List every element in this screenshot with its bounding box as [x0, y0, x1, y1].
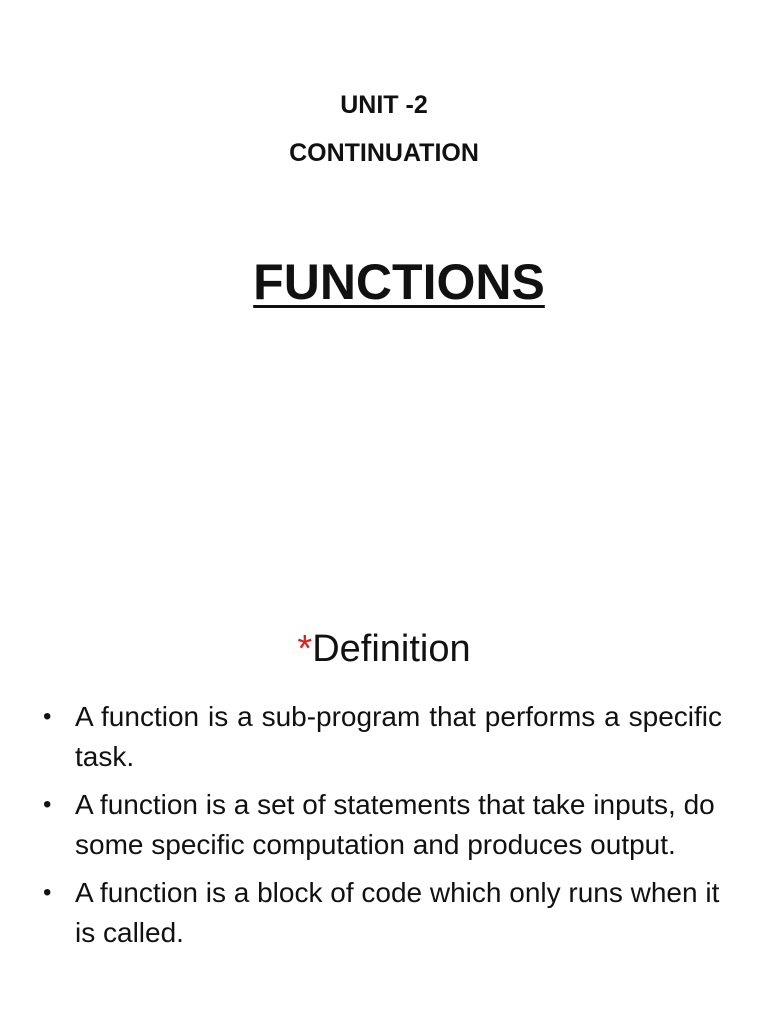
unit-title: UNIT -2: [340, 91, 428, 119]
definition-list: [40, 697, 722, 961]
list-item: [40, 785, 722, 865]
list-item: [40, 697, 722, 777]
list-item-text: A function is a block of code which only runs when it is called.: [75, 877, 720, 948]
definition-heading: [0, 626, 768, 672]
asterisk-marker: *: [297, 628, 313, 670]
page-title: FUNCTIONS: [253, 254, 545, 310]
bullet-icon: •: [43, 703, 52, 730]
unit-subtitle: CONTINUATION: [289, 139, 479, 167]
bullet-icon: •: [43, 879, 52, 906]
list-item: [40, 873, 722, 953]
list-item-text: A function is a set of statements that take inputs, do some specific computation and produces output.: [75, 789, 715, 860]
definition-label: Definition: [312, 628, 471, 670]
list-item-text: A function is a sub-program that performs a specific task.: [75, 701, 722, 772]
bullet-icon: •: [43, 791, 52, 818]
